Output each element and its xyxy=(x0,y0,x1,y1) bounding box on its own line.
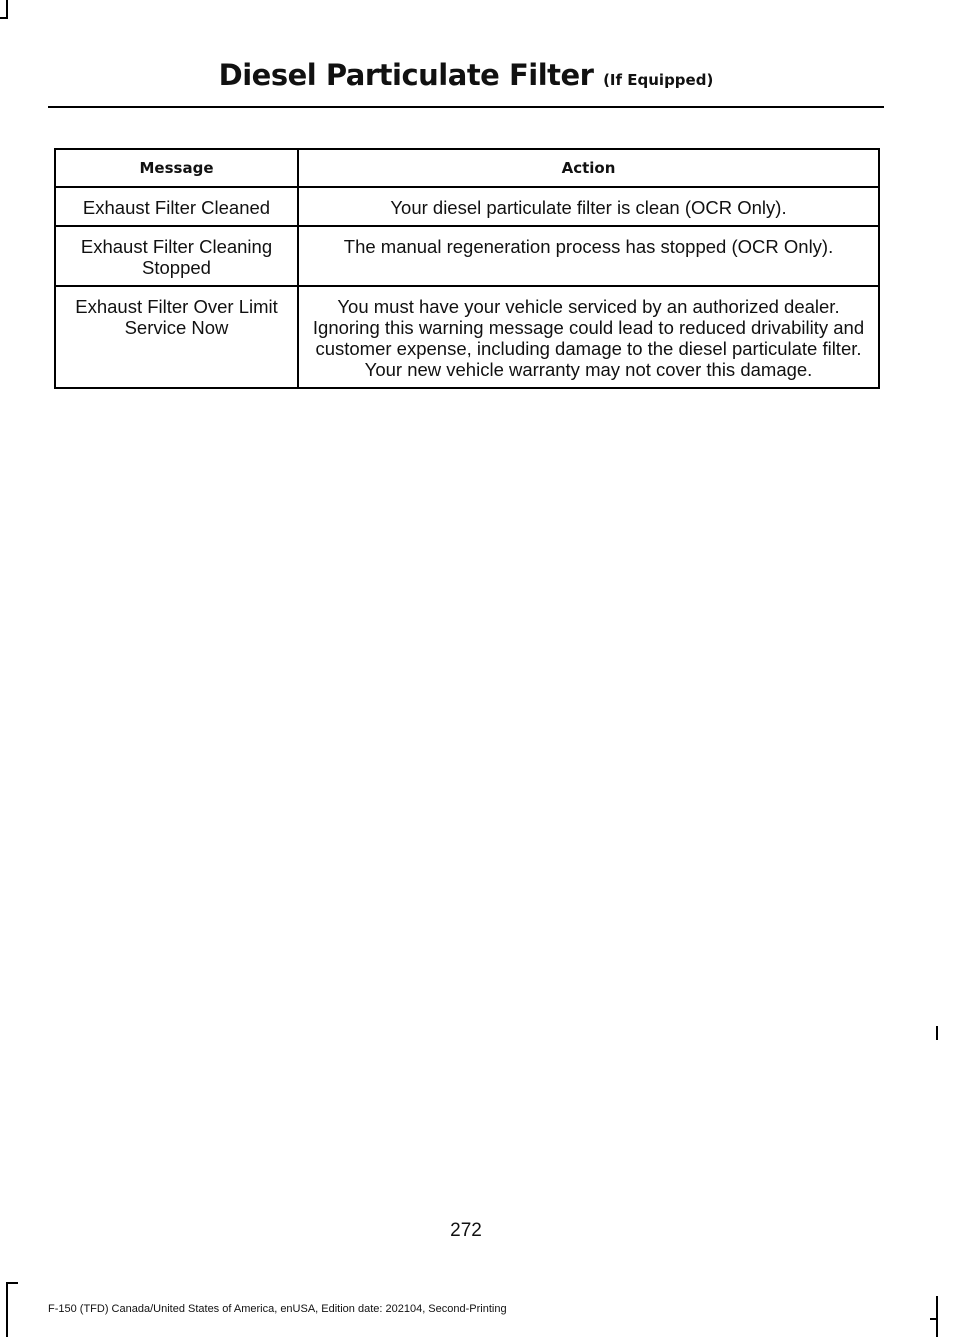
header-divider xyxy=(48,106,884,108)
page-title-text: Diesel Particulate Filter xyxy=(218,58,594,92)
page-number: 272 xyxy=(450,1220,482,1241)
page-title xyxy=(48,58,884,92)
column-header-message: Message xyxy=(55,149,298,187)
action-cell: Your diesel particulate filter is clean (OCR Only). xyxy=(298,187,879,226)
crop-mark xyxy=(936,1296,938,1337)
edition-footer: F-150 (TFD) Canada/United States of America, enUSA, Edition date: 202104, Second-Printing xyxy=(48,1303,507,1315)
table-row xyxy=(55,226,879,286)
message-cell: Exhaust Filter Cleaned xyxy=(55,187,298,226)
crop-mark xyxy=(0,17,8,19)
table-row xyxy=(55,286,879,388)
table-row xyxy=(55,187,879,226)
column-header-action: Action xyxy=(298,149,879,187)
crop-mark xyxy=(930,1318,938,1320)
crop-mark xyxy=(6,1282,18,1284)
crop-mark xyxy=(6,0,8,18)
page-title-qualifier: (If Equipped) xyxy=(603,71,714,89)
message-cell: Exhaust Filter Cleaning Stopped xyxy=(55,226,298,286)
action-cell: You must have your vehicle serviced by an authorized dealer. Ignoring this warning message could lead to reduced drivability and customer expense, including damage to the diesel particulate filter. Your new vehicle warranty may not cover this damage. xyxy=(298,286,879,388)
crop-mark xyxy=(6,1282,8,1337)
message-table xyxy=(54,148,880,389)
crop-mark xyxy=(936,1026,938,1040)
message-cell: Exhaust Filter Over Limit Service Now xyxy=(55,286,298,388)
action-cell: The manual regeneration process has stopped (OCR Only). xyxy=(298,226,879,286)
table-header-row xyxy=(55,149,879,187)
